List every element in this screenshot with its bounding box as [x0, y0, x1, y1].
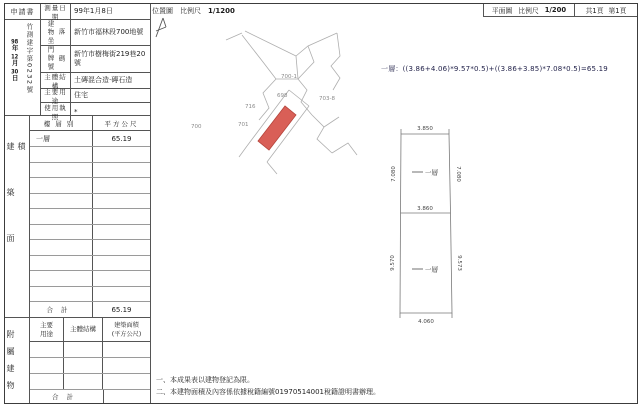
area-formula: 一層：((3.86+4.06)*9.57*0.5)+((3.86+3.85)*7.08*0.5)=65.19 [381, 65, 608, 73]
page-current: 第1頁 [608, 7, 627, 15]
field-row-survey-date [41, 4, 150, 20]
door-number-label: 門牌號碼 [41, 46, 71, 72]
parcel-label: 701 [238, 122, 249, 128]
parcel-label: 700 [191, 124, 202, 130]
location-map [151, 16, 391, 201]
note-line-1: 一、本成果表以建物登記為限。 [156, 376, 254, 384]
footer-notes [156, 375, 380, 398]
dim-bottom-width: 4.060 [418, 319, 434, 325]
sheet-border [4, 3, 638, 404]
structure-value: 土磚混合造‧磚石造 [74, 76, 133, 84]
plan-outline [400, 129, 452, 318]
attached-total-row [30, 390, 150, 403]
attached-building-table [5, 318, 151, 403]
application-receipt-column [5, 4, 41, 115]
attached-table-header [30, 318, 150, 342]
building-plan [384, 119, 494, 331]
plan-floor-label-upper: 一層 [425, 168, 438, 177]
attached-total-label: 合計 [30, 390, 104, 403]
area-col-header: 平方公尺 [104, 119, 139, 128]
empty-floor-row [30, 194, 150, 210]
floor-table-header [30, 116, 150, 131]
field-row-door-number [41, 46, 150, 73]
empty-floor-row [30, 287, 150, 303]
empty-floor-row [30, 225, 150, 241]
empty-floor-row [30, 178, 150, 194]
location-map-label: 位置圖 [152, 7, 173, 15]
building-site-label: 建物坐落 [41, 20, 71, 45]
attached-use-header: 主要用途 [30, 318, 64, 341]
use-license-value: * [74, 107, 78, 116]
attached-main [30, 318, 150, 403]
dim-upper-right-height: 7.080 [455, 166, 461, 182]
parcel-boundaries [226, 31, 357, 174]
dim-middle-width: 3.860 [417, 206, 433, 212]
floor-name: 一層 [30, 131, 93, 146]
plan-scale-cell [484, 4, 575, 16]
parcel-label: 698 [277, 93, 288, 99]
dim-lower-left-height: 9.570 [390, 255, 396, 271]
north-arrow-icon [156, 18, 166, 37]
parcel-label: 716 [245, 104, 256, 110]
location-scale-value: 1/1200 [208, 7, 235, 15]
case-number-vertical: 竹測建字第0232號 [25, 23, 34, 94]
attached-structure-header: 主體結構 [64, 318, 103, 341]
building-site-value: 新竹市福林段700地號 [74, 28, 144, 36]
attached-total-value [104, 390, 150, 403]
application-header-table [5, 3, 151, 121]
empty-floor-row [30, 209, 150, 225]
page-total: 共1頁 [585, 7, 604, 15]
empty-attached-row [30, 358, 150, 374]
floor-total-label: 合計 [30, 302, 93, 317]
empty-attached-row [30, 342, 150, 358]
location-scale-label: 比例尺 [180, 7, 201, 15]
survey-date-value: 99年1月8日 [74, 7, 113, 15]
plan-scale-value: 1/200 [544, 6, 567, 14]
floor-area-side-label: 建築面積 [5, 116, 30, 317]
subject-building-parcel [258, 106, 296, 150]
plan-scale-label: 比例尺 [518, 7, 539, 15]
application-fields [41, 3, 150, 121]
parcel-label: 700-1 [281, 74, 297, 80]
floor-area-main [30, 116, 150, 317]
door-number-value: 新竹市樹梅街219巷20號 [74, 50, 146, 67]
floor-total-value: 65.19 [111, 305, 132, 314]
floor-row-first [30, 131, 150, 147]
survey-date-label: 測量日期 [41, 4, 71, 19]
dim-upper-left-height: 7.080 [391, 166, 397, 182]
plan-floor-label-lower: 一層 [425, 265, 438, 274]
empty-floor-row [30, 163, 150, 179]
location-map-header [152, 6, 235, 16]
empty-attached-row [30, 374, 150, 390]
floor-total-row [30, 302, 150, 317]
dim-lower-right-height: 9.573 [456, 255, 462, 271]
floor-area-table [5, 116, 151, 318]
parcel-label: 703-8 [319, 96, 335, 102]
attached-side-label: 附屬建物 [5, 318, 30, 403]
floor-area-value: 65.19 [111, 134, 132, 143]
empty-floor-row [30, 147, 150, 163]
page-info-cell [575, 4, 637, 16]
main-use-value: 住宅 [74, 91, 88, 99]
dim-top-width: 3.850 [417, 126, 433, 132]
use-license-label: 使用執照 [41, 103, 71, 121]
application-form-label: 申請書 [5, 4, 40, 20]
empty-floor-row [30, 256, 150, 272]
plan-header-box [483, 4, 637, 17]
empty-floor-row [30, 240, 150, 256]
attached-area-header: 建築面積 (平方公尺) [111, 321, 142, 338]
floor-col-header: 樓層別 [30, 116, 93, 130]
empty-floor-row [30, 271, 150, 287]
plan-label: 平面圖 [491, 7, 513, 15]
note-line-2: 二、本建物面積及內容係依據稅籍編號01970514001稅籍證明書辦理。 [156, 387, 380, 396]
field-row-building-site [41, 20, 150, 46]
structure-label: 主體結構 [41, 73, 71, 88]
main-use-label: 主要用途 [41, 89, 71, 102]
received-date-vertical: 98年12月30日 [10, 38, 19, 83]
receipt-info [5, 20, 40, 115]
field-row-main-use [41, 89, 150, 103]
